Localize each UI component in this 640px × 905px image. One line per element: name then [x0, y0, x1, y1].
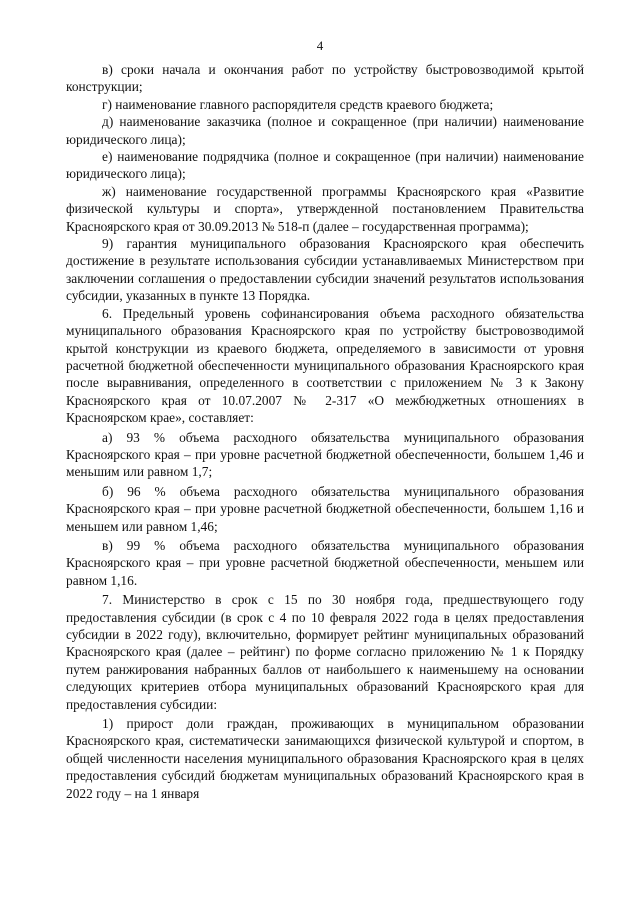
- paragraph-item-v-dates: в) сроки начала и окончания работ по устройству быстровозводимой крытой конструкции;: [66, 62, 584, 95]
- paragraph-item-a-93-percent: а) 93 % объема расходного обязательства муниципального образования Красноярского края – при уровне расчетной бюджетной обеспеченности, большем 1,46 и меньшим или равном 1,7;: [66, 429, 584, 480]
- paragraph-item-zh-program: ж) наименование государственной программы Красноярского края «Развитие физической культуры и спорта», утвержденной постановлением Правительства Красноярского края от 30.09.2013 № 518-п (далее – государственная программа);: [66, 183, 584, 234]
- paragraph-item-b-96-percent: б) 96 % объема расходного обязательства муниципального образования Красноярского края – при уровне расчетной бюджетной обеспеченности, большем 1,16 и меньшем или равном 1,46;: [66, 483, 584, 534]
- paragraph-item-1-criteria: 1) прирост доли граждан, проживающих в муниципальном образовании Красноярского края, систематически занимающихся физической культурой и спортом, в общей численности населения муниципального образования Красноярского края в целях предоставления субсидий бюджетам муниципальных образований Красноярского края в 2022 году – на 1 января: [66, 716, 584, 801]
- paragraph-item-v-99-percent: в) 99 % объема расходного обязательства муниципального образования Красноярского края – при уровне расчетной бюджетной обеспеченности, меньшем или равном 1,16.: [66, 537, 584, 588]
- document-body: [66, 61, 584, 802]
- page-number: 4: [316, 38, 324, 53]
- paragraph-item-d-customer: д) наименование заказчика (полное и сокращенное (при наличии) наименование юридического лица);: [66, 114, 584, 147]
- paragraph-item-g-distributor: г) наименование главного распорядителя средств краевого бюджета;: [102, 96, 494, 112]
- paragraph-clause-6-cofinancing: 6. Предельный уровень софинансирования объема расходного обязательства муниципального образования Красноярского края по устройству быстровозводимой крытой конструкции из краевого бюджета, определяемого в зависимости от уровня расчетной бюджетной обеспеченности муниципального образования Красноярского края после выравнивания, определенного в соответствии с приложением № 3 к Закону Красноярского края от 10.07.2007 № 2-317 «О межбюджетных отношениях в Красноярском крае», составляет:: [66, 305, 584, 426]
- paragraph-clause-7-rating: 7. Министерство в срок с 15 по 30 ноября года, предшествующего году предоставления субсидии (в срок с 4 по 10 февраля 2022 года в целях предоставления субсидии в 2022 году), включительно, формирует рейтинг муниципальных образований Красноярского края (далее – рейтинг) по форме согласно приложению № 1 к Порядку путем ранжирования набранных баллов от наибольшего к наименьшему на основании следующих критериев отбора муниципальных образований Красноярского края для предоставления субсидии:: [66, 592, 584, 712]
- paragraph-item-e-contractor: е) наименование подрядчика (полное и сокращенное (при наличии) наименование юридического лица);: [66, 149, 584, 182]
- paragraph-item-9-guarantee: 9) гарантия муниципального образования Красноярского края обеспечить достижение в результате использования субсидии устанавливаемых Министерством при заключении соглашения о предоставлении субсидии значений результатов использования субсидии, указанных в пункте 13 Порядка.: [66, 236, 584, 304]
